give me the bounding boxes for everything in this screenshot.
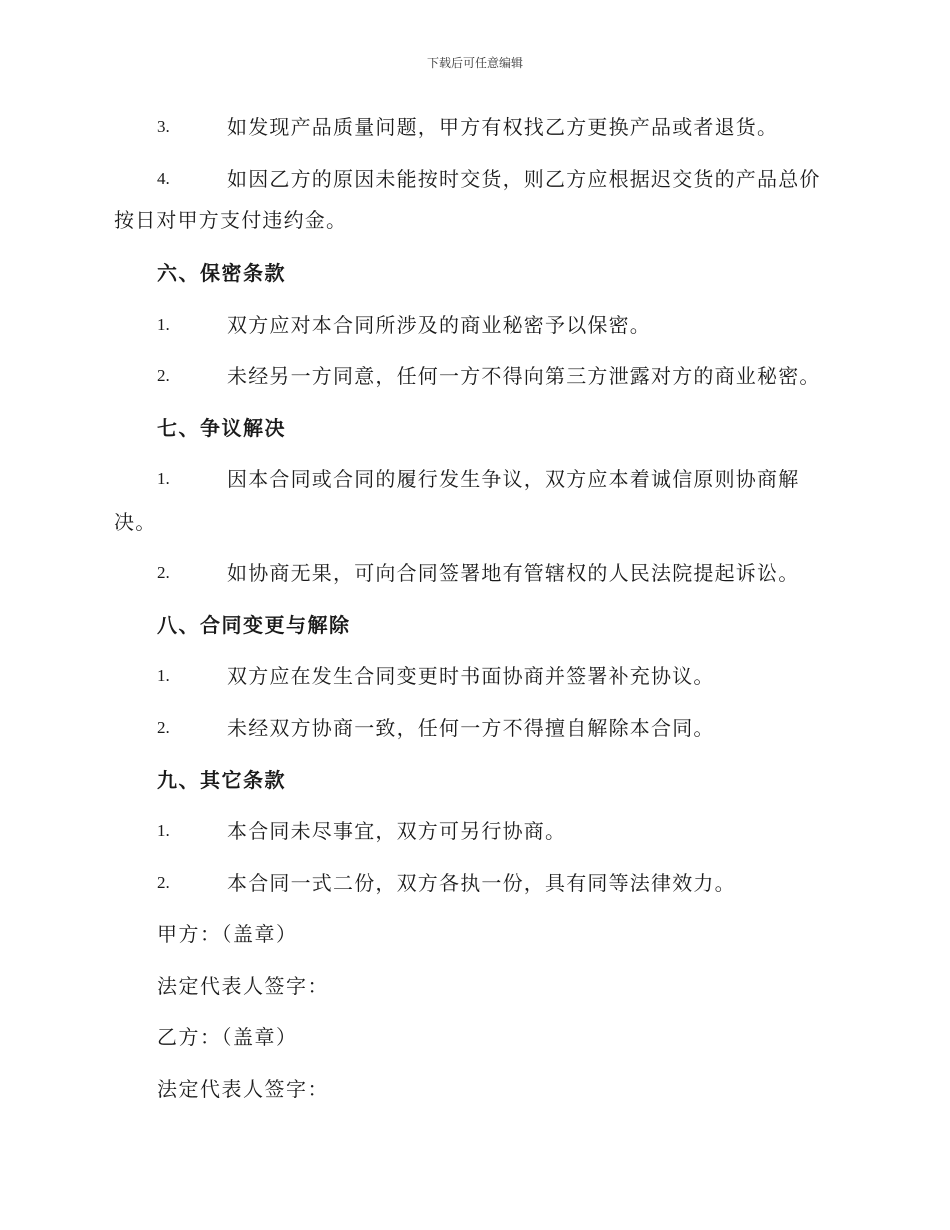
clause-item bbox=[0, 815, 950, 847]
item-number: 2. bbox=[157, 718, 170, 737]
item-text: 未经另一方同意，任何一方不得向第三方泄露对方的商业秘密。 bbox=[227, 364, 821, 388]
section-title: 七、争议解决 bbox=[157, 416, 286, 440]
section-title: 八、合同变更与解除 bbox=[157, 613, 351, 637]
clause-item bbox=[0, 111, 950, 143]
section-title-row bbox=[0, 764, 950, 796]
item-text: 如因乙方的原因未能按时交货，则乙方应根据迟交货的产品总价 bbox=[227, 167, 821, 191]
section-title-row bbox=[0, 257, 950, 289]
section-title: 九、其它条款 bbox=[157, 768, 286, 792]
clause-item bbox=[0, 712, 950, 744]
signature-line bbox=[0, 970, 950, 1002]
clause-continuation bbox=[0, 506, 950, 538]
item-text-continuation: 按日对甲方支付违约金。 bbox=[114, 208, 348, 232]
clause-item bbox=[0, 557, 950, 589]
section-title-row bbox=[0, 412, 950, 444]
item-number: 4. bbox=[157, 169, 170, 188]
clause-item bbox=[0, 360, 950, 392]
clause-item bbox=[0, 163, 950, 195]
item-text: 本合同未尽事宜，双方可另行协商。 bbox=[227, 819, 567, 843]
party-a-representative: 法定代表人签字： bbox=[157, 974, 329, 998]
party-a-seal: 甲方：（盖章） bbox=[157, 922, 298, 946]
item-number: 3. bbox=[157, 117, 170, 136]
party-b-representative: 法定代表人签字： bbox=[157, 1077, 329, 1101]
clause-item bbox=[0, 463, 950, 495]
item-text: 双方应对本合同所涉及的商业秘密予以保密。 bbox=[227, 313, 651, 337]
signature-line bbox=[0, 1073, 950, 1105]
signature-line bbox=[0, 918, 950, 950]
item-text: 因本合同或合同的履行发生争议，双方应本着诚信原则协商解 bbox=[227, 467, 800, 491]
item-number: 1. bbox=[157, 315, 170, 334]
item-number: 1. bbox=[157, 666, 170, 685]
item-text: 双方应在发生合同变更时书面协商并签署补充协议。 bbox=[227, 664, 715, 688]
item-number: 1. bbox=[157, 821, 170, 840]
clause-item bbox=[0, 309, 950, 341]
clause-continuation bbox=[0, 204, 950, 236]
item-number: 2. bbox=[157, 873, 170, 892]
item-number: 1. bbox=[157, 469, 170, 488]
item-number: 2. bbox=[157, 563, 170, 582]
item-text: 本合同一式二份，双方各执一份，具有同等法律效力。 bbox=[227, 871, 736, 895]
item-text: 如协商无果，可向合同签署地有管辖权的人民法院提起诉讼。 bbox=[227, 561, 800, 585]
section-title-row bbox=[0, 609, 950, 641]
clause-item bbox=[0, 660, 950, 692]
section-title: 六、保密条款 bbox=[157, 261, 286, 285]
clause-item bbox=[0, 867, 950, 899]
page-header: 下载后可任意编辑 bbox=[426, 56, 523, 70]
item-text: 未经双方协商一致，任何一方不得擅自解除本合同。 bbox=[227, 716, 715, 740]
party-b-seal: 乙方：（盖章） bbox=[157, 1025, 298, 1049]
signature-line bbox=[0, 1021, 950, 1053]
item-text-continuation: 决。 bbox=[114, 510, 157, 534]
item-text: 如发现产品质量问题，甲方有权找乙方更换产品或者退货。 bbox=[227, 115, 779, 139]
item-number: 2. bbox=[157, 366, 170, 385]
